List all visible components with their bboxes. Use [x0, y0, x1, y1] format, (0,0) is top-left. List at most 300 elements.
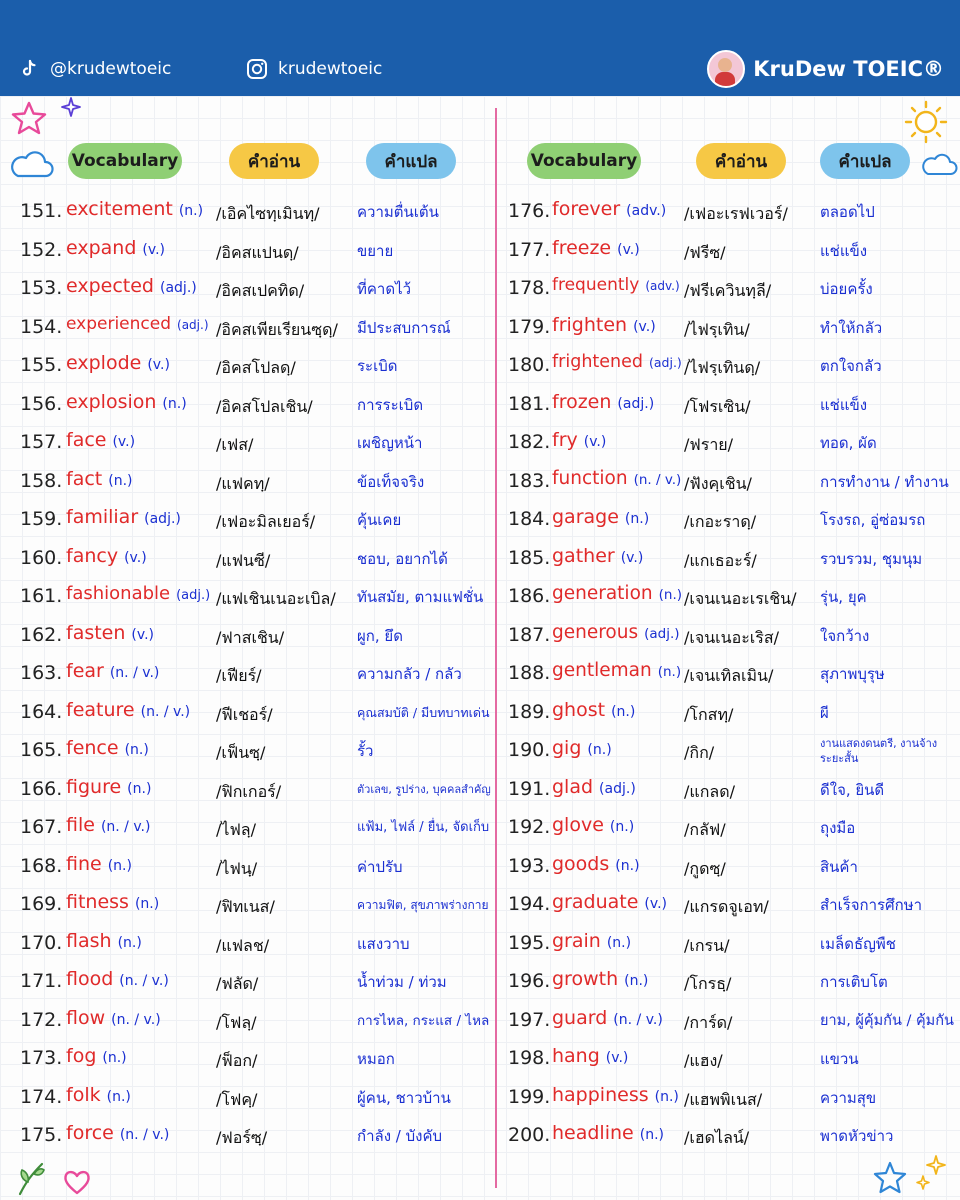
entry-number: 178.: [508, 277, 551, 299]
vocab-word: file: [66, 814, 95, 836]
entry-number: 173.: [20, 1047, 63, 1069]
pronunciation: /อิคสเปคทิด/: [216, 281, 305, 300]
thai-meaning: บ่อยครั้ง: [820, 280, 873, 298]
vocab-word: generous: [552, 622, 639, 643]
pronunciation: /แฟลช/: [216, 936, 270, 955]
vocab-word: frightened: [552, 352, 644, 372]
vocab-word: fry: [552, 429, 578, 451]
part-of-speech: (n.): [611, 704, 636, 720]
vocab-word: guard: [552, 1007, 608, 1029]
part-of-speech: (n.): [162, 396, 187, 412]
entry-number: 161.: [20, 585, 63, 607]
pronunciation: /โกสทฺ/: [684, 705, 734, 724]
vocab-word: flash: [66, 930, 112, 952]
sparkle-icon: [914, 1154, 948, 1194]
part-of-speech: (v.): [112, 434, 136, 450]
vocab-entry: [66, 429, 135, 451]
entry-number: 171.: [20, 970, 63, 992]
entry-number: 175.: [20, 1124, 63, 1146]
vocab-entry: [552, 1122, 664, 1144]
pronunciation: /อิคสโปลดฺ/: [216, 358, 296, 377]
thai-meaning: ความตื่นเต้น: [357, 203, 439, 221]
part-of-speech: (v.): [583, 434, 607, 450]
vocab-word: fence: [66, 737, 119, 759]
instagram-icon: [246, 58, 268, 80]
brand-name: KruDew TOEIC®: [753, 57, 944, 81]
pronunciation: /อิคสเพียเรียนซฺดฺ/: [216, 320, 338, 339]
vocabulary-header-left: Vocabulary: [68, 143, 182, 179]
part-of-speech: (n.): [134, 896, 160, 912]
thai-meaning: รุ่น, ยุค: [820, 588, 867, 606]
pronunciation: /เจนเนอะเรเชิน/: [684, 589, 797, 608]
vocab-word: expand: [66, 237, 137, 259]
vocab-entry: [66, 314, 209, 334]
vocab-word: forever: [552, 198, 621, 220]
vocab-entry: [66, 1122, 169, 1144]
entry-number: 177.: [508, 239, 551, 261]
thai-meaning: น้ำท่วม / ท่วม: [357, 973, 447, 991]
thai-meaning: หมอก: [357, 1050, 395, 1068]
vocab-entry: [552, 1084, 679, 1106]
meaning-header-right: คำแปล: [820, 143, 910, 179]
pronunciation: /โฟลฺ/: [216, 1013, 257, 1032]
thai-meaning: เมล็ดธัญพืช: [820, 935, 896, 953]
vocab-entry: [66, 506, 181, 528]
vocab-word: flow: [66, 1007, 106, 1029]
entry-number: 154.: [20, 316, 63, 338]
part-of-speech: (v.): [617, 242, 640, 258]
entry-number: 197.: [508, 1009, 551, 1031]
part-of-speech: (n.): [117, 935, 142, 951]
pronunciation: /ฟาสเชิน/: [216, 628, 285, 647]
vocab-entry: [66, 699, 190, 721]
entry-number: 168.: [20, 855, 63, 877]
vocab-entry: [66, 814, 150, 836]
part-of-speech: (n. / v.): [119, 973, 169, 989]
pronunciation: /อิคสแปนดฺ/: [216, 243, 299, 262]
part-of-speech: (n.): [639, 1127, 664, 1143]
vocab-entry: [552, 468, 681, 489]
pronunciation: /เฟอะเรฟเวอร์/: [684, 204, 788, 223]
entry-number: 164.: [20, 701, 63, 723]
thai-meaning: ระเบิด: [357, 357, 398, 375]
part-of-speech: (n.): [127, 781, 152, 797]
vocab-word: fitness: [66, 891, 129, 913]
vocab-entry: [66, 1045, 127, 1067]
vocab-word: ghost: [552, 699, 606, 721]
part-of-speech: (v.): [124, 550, 147, 566]
vocab-word: freeze: [552, 237, 612, 259]
pronunciation: /โกรธฺ/: [684, 974, 732, 993]
pronunciation: /การ์ด/: [684, 1013, 733, 1032]
vocab-word: function: [552, 468, 628, 489]
part-of-speech: (adv.): [645, 279, 680, 293]
thai-meaning: ตลอดไป: [820, 203, 875, 221]
part-of-speech: (v.): [131, 627, 154, 643]
thai-meaning: สำเร็จการศึกษา: [820, 896, 923, 914]
part-of-speech: (adj.): [599, 781, 636, 797]
vocab-word: gentleman: [552, 660, 652, 681]
vocab-word: fact: [66, 468, 103, 490]
pronunciation: /ไฟนฺ/: [216, 859, 258, 878]
pronunciation: /เกรน/: [684, 936, 730, 955]
entry-number: 181.: [508, 393, 551, 415]
vocab-entry: [552, 583, 682, 604]
pronunciation: /เกอะราดฺ/: [684, 512, 757, 531]
vocab-word: explosion: [66, 391, 157, 413]
thai-meaning: รั้ว: [357, 742, 374, 760]
entry-number: 159.: [20, 508, 63, 530]
pronunciation: /อิคสโปลเชิน/: [216, 397, 313, 416]
vocab-word: figure: [66, 776, 122, 798]
entry-number: 155.: [20, 354, 63, 376]
thai-meaning: ตกใจกลัว: [820, 357, 882, 375]
entry-number: 163.: [20, 662, 63, 684]
tiktok-handle: @krudewtoeic: [50, 59, 172, 79]
vocab-entry: [552, 391, 654, 413]
part-of-speech: (n.): [624, 511, 650, 527]
vocab-word: frighten: [552, 314, 628, 336]
heart-icon: [62, 1168, 92, 1196]
vocab-word: fasten: [66, 622, 126, 644]
thai-meaning: แฟ้ม, ไฟล์ / ยื่น, จัดเก็บ: [357, 820, 490, 835]
thai-meaning: แช่แข็ง: [820, 396, 868, 414]
pronunciation: /แกลด/: [684, 782, 735, 801]
part-of-speech: (adj.): [176, 588, 211, 603]
instagram-link[interactable]: [246, 58, 382, 80]
vocab-word: frozen: [552, 391, 612, 413]
pronunciation: /ฟ็อก/: [216, 1051, 258, 1070]
pronunciation: /ฟิกเกอร์/: [216, 782, 282, 801]
entry-number: 198.: [508, 1047, 551, 1069]
entry-number: 157.: [20, 431, 63, 453]
vocab-word: fancy: [66, 545, 119, 567]
part-of-speech: (n. / v.): [109, 665, 160, 681]
pronunciation: /โฟคฺ/: [216, 1090, 258, 1109]
part-of-speech: (adj.): [160, 280, 197, 296]
vocab-word: face: [66, 429, 107, 451]
thai-meaning: มีประสบการณ์: [357, 319, 451, 337]
vocab-word: garage: [552, 506, 619, 528]
brand: [707, 50, 944, 88]
vocab-word: hang: [552, 1045, 600, 1067]
part-of-speech: (v.): [605, 1050, 629, 1066]
vocab-entry: [552, 1045, 628, 1067]
pink-star-icon: [10, 100, 48, 136]
vocab-entry: [552, 891, 667, 913]
thai-meaning: ที่คาดไว้: [357, 280, 412, 298]
part-of-speech: (n.): [606, 935, 632, 951]
pronunciation: /เจนเนอะเริส/: [684, 628, 779, 647]
vocab-entry: [552, 506, 649, 528]
thai-meaning: ผี: [820, 704, 829, 722]
vocab-entry: [552, 660, 681, 681]
header-bar: [0, 0, 960, 96]
vocab-word: experienced: [66, 314, 172, 334]
thai-meaning: ชอบ, อยากได้: [357, 550, 448, 568]
vocab-word: happiness: [552, 1084, 649, 1106]
entry-number: 195.: [508, 932, 551, 954]
entry-number: 191.: [508, 778, 551, 800]
sun-icon: [896, 96, 952, 146]
part-of-speech: (n.): [657, 664, 682, 680]
thai-meaning: ผู้คน, ชาวบ้าน: [357, 1089, 451, 1107]
pronunciation: /ฟราย/: [684, 435, 734, 454]
part-of-speech: (n.): [102, 1050, 127, 1066]
vocab-word: graduate: [552, 891, 639, 913]
thai-meaning: คุณสมบัติ / มีบทบาทเด่น: [357, 705, 490, 720]
part-of-speech: (v.): [147, 357, 170, 373]
vocab-word: grain: [552, 930, 601, 952]
vocab-entry: [66, 891, 159, 913]
column-divider: [495, 108, 497, 1188]
cloud-icon: [920, 150, 958, 178]
vocab-word: headline: [552, 1122, 634, 1144]
entry-number: 199.: [508, 1086, 551, 1108]
thai-meaning: การระเบิด: [357, 396, 424, 414]
entry-number: 200.: [508, 1124, 551, 1146]
thai-meaning: พาดหัวข่าว: [820, 1127, 894, 1145]
thai-meaning: ทอด, ผัด: [820, 434, 877, 452]
entry-number: 169.: [20, 893, 63, 915]
part-of-speech: (n.): [624, 973, 649, 989]
vocab-word: gig: [552, 737, 582, 759]
thai-meaning: แสงวาบ: [357, 935, 410, 953]
pronunciation: /แฟนซี/: [216, 551, 271, 570]
part-of-speech: (n. / v.): [140, 704, 191, 720]
sparkle-icon: [60, 96, 82, 118]
entry-number: 182.: [508, 431, 551, 453]
entry-number: 187.: [508, 624, 551, 646]
vocab-word: feature: [66, 699, 135, 721]
meaning-header-left: คำแปล: [366, 143, 456, 179]
thai-meaning: งานแสดงดนตรี, งานจ้างระยะสั้น: [820, 737, 938, 765]
entry-number: 160.: [20, 547, 63, 569]
vocab-entry: [66, 237, 165, 259]
thai-meaning: ผูก, ยึด: [357, 627, 403, 645]
part-of-speech: (n.): [178, 203, 204, 219]
entry-number: 156.: [20, 393, 63, 415]
pronunciation: /แฟเชินเนอะเบิล/: [216, 589, 336, 608]
thai-meaning: ทำให้กลัว: [820, 319, 883, 337]
entry-number: 183.: [508, 470, 551, 492]
thai-meaning: การไหล, กระแส / ไหล: [357, 1013, 490, 1029]
part-of-speech: (adj.): [644, 626, 680, 642]
pronunciation: /เฮดไลน์/: [684, 1128, 750, 1147]
vocab-entry: [66, 1007, 161, 1029]
entry-number: 165.: [20, 739, 63, 761]
entry-number: 170.: [20, 932, 63, 954]
part-of-speech: (n.): [609, 819, 635, 835]
thai-meaning: การทำงาน / ทำงาน: [820, 473, 949, 491]
part-of-speech: (n.): [108, 473, 133, 489]
pronunciation: /ฟลัด/: [216, 974, 259, 993]
vocab-entry: [552, 853, 640, 875]
vocab-entry: [66, 622, 154, 644]
thai-meaning: กำลัง / บังคับ: [357, 1127, 443, 1145]
entry-number: 172.: [20, 1009, 63, 1031]
part-of-speech: (n.): [654, 1089, 679, 1105]
thai-meaning: รวบรวม, ชุมนุม: [820, 550, 923, 568]
entry-number: 176.: [508, 200, 551, 222]
pronunciation: /แฟคทฺ/: [216, 474, 270, 493]
instagram-handle: krudewtoeic: [278, 59, 383, 79]
entry-number: 184.: [508, 508, 551, 530]
vocab-entry: [66, 198, 203, 220]
vocab-word: excitement: [66, 198, 173, 220]
vocab-word: expected: [66, 275, 154, 297]
vocab-entry: [552, 814, 634, 836]
pronunciation: /กิก/: [684, 743, 715, 762]
pronunciation: /เจนเทิลเมิน/: [684, 666, 774, 685]
vocab-word: folk: [66, 1084, 101, 1106]
tiktok-link[interactable]: [18, 58, 171, 80]
part-of-speech: (n. / v.): [633, 472, 682, 488]
thai-meaning: แช่แข็ง: [820, 242, 868, 260]
pronunciation: /แฮพพิเนส/: [684, 1090, 763, 1109]
entry-number: 167.: [20, 816, 63, 838]
entry-number: 151.: [20, 200, 63, 222]
vocab-entry: [66, 468, 132, 490]
thai-meaning: แขวน: [820, 1050, 859, 1068]
part-of-speech: (n. / v.): [111, 1012, 161, 1028]
pronunciation: /กูดซฺ/: [684, 859, 726, 878]
vocab-word: fog: [66, 1045, 97, 1067]
pronunciation: /แฮง/: [684, 1051, 723, 1070]
entry-number: 153.: [20, 277, 63, 299]
vocab-entry: [66, 776, 151, 798]
pronunciation: /เอิคไซทฺเมินทฺ/: [216, 204, 320, 223]
vocab-entry: [552, 275, 680, 295]
pronunciation: /ฟีเชอร์/: [216, 705, 273, 724]
part-of-speech: (n.): [107, 858, 132, 874]
part-of-speech: (adj.): [177, 318, 209, 332]
thai-meaning: ความกลัว / กลัว: [357, 665, 462, 683]
vocab-entry: [66, 737, 149, 759]
entry-number: 180.: [508, 354, 551, 376]
thai-meaning: ใจกว้าง: [820, 627, 870, 645]
part-of-speech: (adv.): [626, 203, 667, 219]
vocab-entry: [552, 737, 612, 759]
part-of-speech: (n. / v.): [613, 1012, 663, 1028]
part-of-speech: (n.): [106, 1089, 131, 1105]
pronunciation: /ฟิทเนส/: [216, 897, 275, 916]
notebook-paper: [0, 96, 960, 1200]
cloud-icon: [8, 148, 54, 180]
vocab-entry: [552, 930, 631, 952]
vocab-entry: [552, 968, 648, 990]
pronunciation: /ฟรีเควินทฺลี/: [684, 281, 772, 300]
vocab-word: gather: [552, 545, 615, 567]
vocabulary-header-right: Vocabulary: [527, 143, 641, 179]
vocab-word: explode: [66, 352, 142, 374]
vocab-entry: [552, 237, 640, 259]
vocab-entry: [552, 545, 643, 567]
vocab-entry: [66, 545, 147, 567]
entry-number: 174.: [20, 1086, 63, 1108]
entry-number: 193.: [508, 855, 551, 877]
vocab-entry: [552, 1007, 663, 1029]
vocab-entry: [66, 660, 159, 682]
entry-number: 166.: [20, 778, 63, 800]
vocab-entry: [66, 352, 170, 374]
vocab-entry: [552, 429, 606, 451]
part-of-speech: (v.): [644, 896, 667, 912]
part-of-speech: (v.): [142, 242, 165, 258]
thai-meaning: ความฟิต, สุขภาพร่างกาย: [357, 898, 489, 912]
vocab-word: glad: [552, 776, 594, 798]
pronunciation: /ฟังคฺเชิน/: [684, 474, 752, 493]
entry-number: 196.: [508, 970, 551, 992]
vocab-entry: [552, 699, 635, 721]
pronunciation: /ไฟรฺเทินดฺ/: [684, 358, 761, 377]
pronunciation: /โฟรเซิน/: [684, 397, 751, 416]
vocab-entry: [66, 391, 187, 413]
vocab-word: fine: [66, 853, 102, 875]
entry-number: 185.: [508, 547, 551, 569]
thai-meaning: ข้อเท็จจริง: [357, 473, 425, 491]
leaf-sprig-icon: [14, 1160, 46, 1196]
entry-number: 190.: [508, 739, 551, 761]
vocab-word: generation: [552, 583, 653, 604]
vocab-entry: [66, 583, 210, 604]
vocab-entry: [552, 198, 666, 220]
pronunciation: /เฟอะมิลเยอร์/: [216, 512, 316, 531]
tiktok-icon: [18, 58, 40, 80]
vocab-entry: [552, 352, 682, 372]
entry-number: 179.: [508, 316, 551, 338]
pronunciation: /กลัฟ/: [684, 820, 726, 839]
vocab-word: force: [66, 1122, 114, 1144]
vocab-word: frequently: [552, 275, 640, 295]
thai-meaning: ดีใจ, ยินดี: [820, 781, 885, 799]
thai-meaning: การเติบโต: [820, 973, 888, 991]
blue-star-icon: [872, 1160, 908, 1196]
vocab-word: flood: [66, 968, 114, 990]
thai-meaning: คุ้นเคย: [357, 511, 402, 529]
pronunciation: /แกรดจูเอท/: [684, 897, 769, 916]
part-of-speech: (n. / v.): [119, 1127, 170, 1143]
part-of-speech: (n.): [124, 742, 149, 758]
entry-number: 188.: [508, 662, 551, 684]
pronunciation: /เฟ็นซฺ/: [216, 743, 266, 762]
entry-number: 186.: [508, 585, 551, 607]
thai-meaning: ถุงมือ: [820, 819, 856, 837]
pronunciation: /แกเธอะร์/: [684, 551, 757, 570]
vocab-entry: [66, 1084, 131, 1106]
vocab-word: familiar: [66, 506, 139, 528]
thai-meaning: ความสุข: [820, 1089, 877, 1107]
vocab-entry: [66, 968, 169, 990]
entry-number: 158.: [20, 470, 63, 492]
thai-meaning: โรงรถ, อู่ซ่อมรถ: [820, 511, 926, 529]
part-of-speech: (v.): [620, 550, 644, 566]
entry-number: 162.: [20, 624, 63, 646]
part-of-speech: (adj.): [144, 511, 181, 527]
pronunciation: /ฟอร์ซฺ/: [216, 1128, 268, 1147]
entry-number: 192.: [508, 816, 551, 838]
vocab-entry: [66, 853, 132, 875]
part-of-speech: (n. / v.): [100, 819, 151, 835]
vocab-entry: [552, 622, 680, 643]
thai-meaning: ยาม, ผู้คุ้มกัน / คุ้มกัน: [820, 1013, 954, 1029]
pronunciation: /ฟรีซ/: [684, 243, 726, 262]
vocab-entry: [66, 930, 142, 952]
part-of-speech: (adj.): [617, 396, 655, 412]
entry-number: 152.: [20, 239, 63, 261]
part-of-speech: (n.): [658, 587, 683, 603]
vocab-word: fear: [66, 660, 104, 682]
